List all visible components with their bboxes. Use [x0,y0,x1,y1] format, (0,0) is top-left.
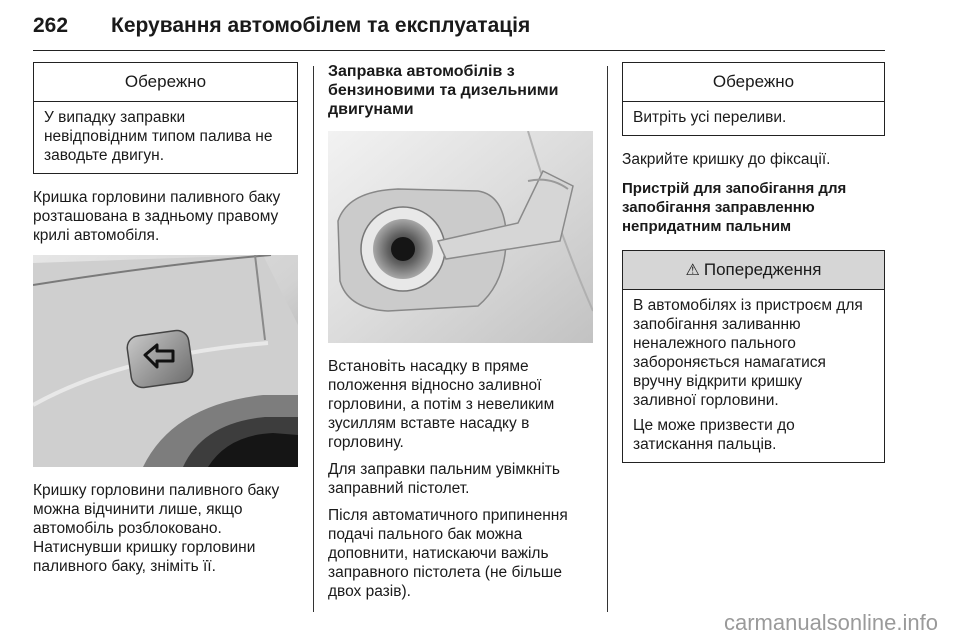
text-line: горловини, а потім з невеликим [328,396,555,413]
paragraph-insert-nozzle [328,357,593,452]
text-line: Це може призвести до [633,417,795,434]
warning-title: Попередження [703,260,822,279]
page-title: Керування автомобілем та експлуатація [111,14,531,37]
caution-title: Обережно [34,63,297,102]
text-line: зусиллям вставте насадку в [328,415,530,432]
warning-paragraph [633,296,874,410]
text-line: заливної горловини. [633,392,779,409]
paragraph-fuel-cap-location [33,188,298,245]
warning-header [623,251,884,290]
watermark: carmanualsonline.info [723,610,938,635]
fuel-filler-open-photo [328,131,593,343]
page-header [33,14,885,51]
caution-box [33,62,298,174]
text-line: автомобіль розблоковано. [33,520,222,537]
caution-title: Обережно [623,63,884,102]
warning-paragraph [633,416,874,454]
text-line: Для заправки пальним увімкніть [328,461,560,478]
text-line: запобігання заправленню [622,199,815,216]
text-line: положення відносно заливної [328,377,542,394]
text-line: затискання пальців. [633,436,777,453]
text-line: бензиновими та дизельними [328,82,559,99]
text-line: Кришку горловини паливного баку [33,482,280,499]
section-heading-misfuel-device [622,179,885,236]
text-line: забороняється намагатися [633,354,826,371]
text-line: Пристрій для запобігання для [622,180,847,197]
column-2 [328,62,593,609]
text-line: заправного пістолета (не більше [328,564,562,581]
paragraph-activate-nozzle [328,460,593,498]
text-line: невідповідним типом палива не [44,128,273,145]
text-line: розташована в задньому правому [33,208,279,225]
text-line: неналежного пального [633,335,796,352]
text-line: Встановіть насадку в пряме [328,358,529,375]
text-line: двигунами [328,101,414,118]
text-line: непридатним пальним [622,218,792,235]
section-heading [328,62,593,119]
paragraph-fuel-cap-open [33,481,298,576]
text-line: Натиснувши кришку горловини [33,539,256,556]
fuel-flap-closed-photo [33,255,298,467]
text-line: доповнити, натискаючи важіль [328,545,549,562]
text-line: Витріть усі переливи. [633,109,787,126]
text-line: Після автоматичного припинення [328,507,568,524]
text-line: паливного баку, зніміть її. [33,558,216,575]
column-1 [33,62,298,584]
text-line: двох разів). [328,583,411,600]
column-divider [313,66,314,612]
page-number: 262 [33,14,69,37]
text-line: У випадку заправки [44,109,186,126]
text-line: заправний пістолет. [328,480,470,497]
text-line: Кришка горловини паливного баку [33,189,281,206]
warning-text [623,290,884,462]
warning-box [622,250,885,463]
text-line: подачі пального бак можна [328,526,523,543]
warning-icon: ⚠ [685,262,700,279]
column-divider [607,66,608,612]
caution-text [34,102,297,173]
text-line: запобігання заливанню [633,316,801,333]
text-line: В автомобілях із пристроєм для [633,297,863,314]
paragraph-close-cap: Закрийте кришку до фіксації. [622,151,831,168]
text-line: можна відчинити лише, якщо [33,501,243,518]
text-line: заводьте двигун. [44,147,165,164]
caution-text [623,102,884,135]
column-3 [622,62,885,477]
caution-box [622,62,885,136]
text-line: крилі автомобіля. [33,227,160,244]
text-line: вручну відкрити кришку [633,373,803,390]
text-line: Заправка автомобілів з [328,63,515,80]
text-line: горловину. [328,434,404,451]
paragraph-top-up [328,506,593,601]
